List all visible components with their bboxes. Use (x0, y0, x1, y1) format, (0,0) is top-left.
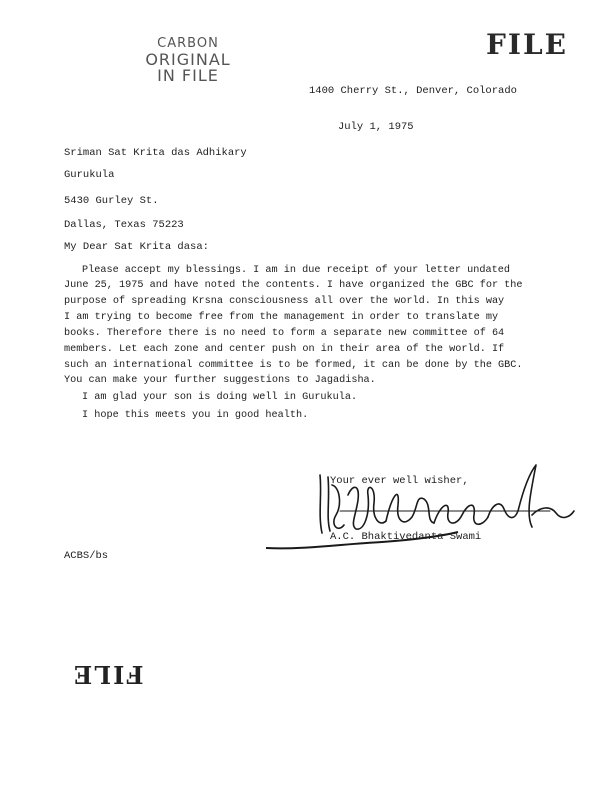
signer-name: A.C. Bhaktivedanta Swami (330, 531, 482, 543)
paragraph1-line: June 25, 1975 and have noted the contents. I have organized the GBC for the (64, 280, 523, 291)
reference-initials: ACBS/bs (64, 550, 109, 562)
file-stamp-bottom: FILE (72, 660, 144, 689)
paragraph3: I hope this meets you in good health. (82, 410, 309, 421)
file-stamp-top: FILE (486, 28, 569, 61)
paragraph1-line: books. Therefore there is no need to form a separate new committee of 64 (64, 328, 505, 339)
paragraph1-line: purpose of spreading Krsna consciousness all over the world. In this way (64, 296, 505, 307)
paragraph1-line: You can make your further suggestions to Jagadisha. (64, 375, 376, 386)
paragraph1-line: such an international committee is to be formed, it can be done by the GBC. (64, 360, 523, 371)
carbon-stamp-line2: ORIGINAL (145, 50, 231, 69)
recipient-name: Sriman Sat Krita das Adhikary (64, 147, 247, 159)
recipient-line2: Gurukula (64, 169, 115, 181)
recipient-line3: 5430 Gurley St. (64, 195, 159, 207)
carbon-stamp-line3: IN FILE (157, 66, 219, 85)
closing: Your ever well wisher, (330, 475, 469, 487)
recipient-line4: Dallas, Texas 75223 (64, 219, 184, 231)
paragraph1-line: Please accept my blessings. I am in due receipt of your letter undated (82, 265, 510, 276)
paragraph1-line: members. Let each zone and center push on in their area of the world. If (64, 344, 505, 355)
salutation: My Dear Sat Krita dasa: (64, 241, 209, 253)
sender-address: 1400 Cherry St., Denver, Colorado (309, 85, 517, 97)
paragraph1-line: I am trying to become free from the management in order to translate my (64, 312, 499, 323)
letter-date: July 1, 1975 (338, 121, 414, 133)
carbon-original-stamp (138, 36, 238, 84)
carbon-stamp-line1: CARBON (157, 36, 219, 51)
paragraph2: I am glad your son is doing well in Gurukula. (82, 392, 358, 403)
